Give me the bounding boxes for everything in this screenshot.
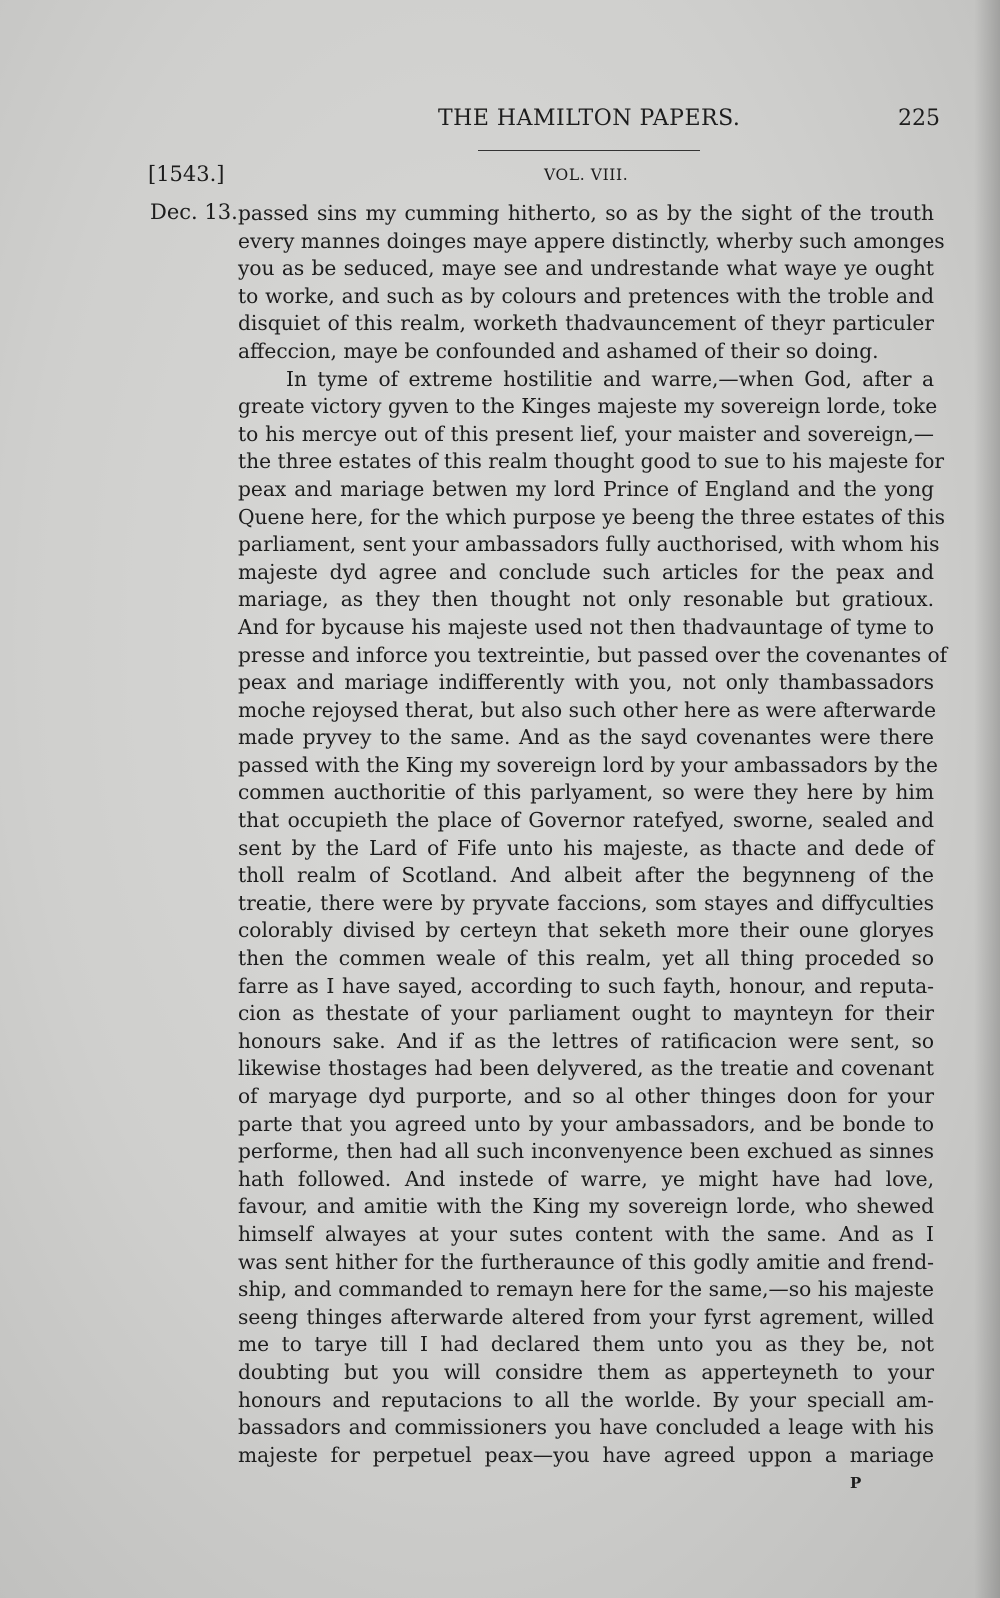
text-line: parliament, sent your ambassadors fully aucthorised, with whom his: [238, 532, 940, 557]
text-line: passed sins my cumming hitherto, so as by the sight of the trouth: [238, 201, 934, 225]
text-line: peax and mariage betwen my lord Prince of England and the yong: [238, 476, 934, 501]
text-line: majeste dyd agree and conclude such articles for the peax and: [238, 559, 934, 584]
text-line: treatie, there were by pryvate faccions, som stayes and diffyculties: [238, 890, 934, 915]
running-title: THE HAMILTON PAPERS.: [438, 106, 741, 131]
text-line: to worke, and such as by colours and pretences with the troble and: [238, 283, 934, 308]
text-line: sent by the Lard of Fife unto his majeste, as thacte and dede of: [238, 835, 934, 860]
text-line: cion as thestate of your parliament ought to maynteyn for their: [238, 1001, 934, 1026]
volume-label: VOL. VIII.: [544, 166, 629, 184]
text-line: moche rejoysed therat, but also such other here as were afterwarde: [238, 697, 937, 722]
text-line: that occupieth the place of Governor ratefyed, sworne, sealed and: [238, 808, 934, 833]
text-line: farre as I have sayed, according to such fayth, honour, and reputa-: [238, 973, 934, 998]
text-line: favour, and amitie with the King my sovereign lorde, who shewed: [238, 1194, 934, 1219]
text-line: And for bycause his majeste used not then thadvauntage of tyme to: [238, 614, 934, 639]
text-line: peax and mariage indifferently with you, not only thambassadors: [238, 670, 934, 695]
text-line: affeccion, maye be confounded and ashamed of their so doing.: [238, 338, 879, 363]
text-line: doubting but you will considre them as apperteyneth to your: [238, 1359, 934, 1384]
text-line: ship, and commanded to remayn here for the same,—so his majeste: [238, 1277, 934, 1302]
text-line: presse and inforce you textreintie, but passed over the covenantes of: [238, 642, 948, 667]
text-line: tholl realm of Scotland. And albeit after the begynneng of the: [238, 863, 934, 888]
text-line: bassadors and commissioners you have concluded a leage with his: [238, 1415, 934, 1440]
text-line: me to tarye till I had declared them unto you as they be, not: [238, 1332, 934, 1357]
text-line: honours sake. And if as the lettres of ratificacion were sent, so: [238, 1028, 934, 1053]
text-line: made pryvey to the same. And as the sayd covenantes were there: [238, 725, 934, 750]
text-line: commen aucthoritie of this parlyament, so were they here by him: [238, 780, 934, 805]
text-line: of maryage dyd purporte, and so al other thinges doon for your: [238, 1084, 934, 1108]
text-line: then the commen weale of this realm, yet all thing proceded so: [238, 946, 934, 971]
text-line: Quene here, for the which purpose ye beeng the three estates of this: [238, 504, 945, 529]
page-edge-shadow: [974, 0, 1000, 1598]
text-line: hath followed. And instede of warre, ye might have had love,: [238, 1166, 934, 1191]
text-line: greate victory gyven to the Kinges majeste my sovereign lorde, toke: [238, 394, 938, 419]
signature-mark: P: [850, 1474, 862, 1492]
text-line: the three estates of this realm thought good to sue to his majeste for: [238, 449, 945, 474]
page-number: 225: [898, 106, 940, 131]
text-line: parte that you agreed unto by your ambassadors, and be bonde to: [238, 1111, 934, 1136]
text-line: performe, then had all such inconvenyence been exchued as sinnes: [238, 1139, 934, 1164]
text-line: In tyme of extreme hostilitie and warre,—when God, after a: [286, 366, 934, 391]
text-line: mariage, as they then thought not only resonable but gratioux.: [238, 587, 934, 612]
year-label: [1543.]: [148, 162, 225, 186]
header-rule: [478, 150, 700, 151]
text-line: every mannes doinges maye appere distinctly, wherby such amonges: [238, 228, 945, 253]
text-line: colorably divised by certeyn that seketh more their oune gloryes: [238, 918, 934, 943]
text-line: you as be seduced, maye see and undrestande what waye ye ought: [238, 256, 934, 281]
text-line: was sent hither for the furtheraunce of this godly amitie and frend-: [238, 1249, 934, 1274]
text-line: likewise thostages had been delyvered, as the treatie and covenant: [238, 1056, 934, 1081]
body-text: [238, 200, 948, 1469]
text-line: himself alwayes at your sutes content with the same. And as I: [238, 1221, 934, 1246]
text-line: honours and reputacions to all the worlde. By your speciall am-: [238, 1387, 934, 1412]
text-line: to his mercye out of this present lief, your maister and sovereign,—: [238, 421, 934, 446]
text-line: disquiet of this realm, worketh thadvauncement of theyr particuler: [238, 311, 934, 336]
text-line: majeste for perpetuel peax—you have agreed uppon a mariage: [238, 1442, 934, 1467]
text-line: seeng thinges afterwarde altered from your fyrst agrement, willed: [238, 1304, 934, 1329]
text-line: passed with the King my sovereign lord by your ambassadors by the: [238, 752, 938, 777]
margin-date: Dec. 13.: [150, 200, 238, 224]
